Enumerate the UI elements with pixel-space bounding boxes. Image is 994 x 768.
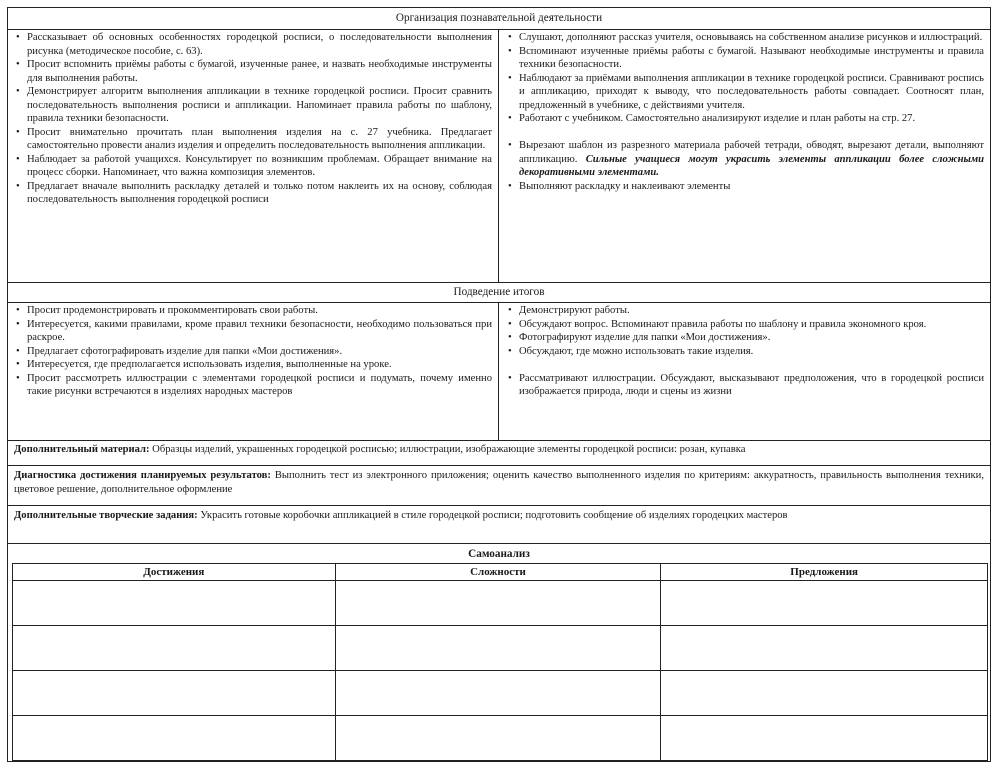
results-students-column xyxy=(506,304,984,399)
results-teacher-column xyxy=(14,304,492,399)
org-section-body xyxy=(8,29,990,283)
list-item: • Слушают, дополняют рассказ учителя, основываясь на собственном анализе рисунков и иллюстраций. xyxy=(506,31,984,45)
table-cell[interactable] xyxy=(335,716,661,761)
list-item: • Интересуется, какими правилами, кроме правил техники безопасности, необходимо пользоваться при раскрое. xyxy=(14,318,492,345)
table-cell[interactable] xyxy=(661,626,988,671)
list-item: • Рассматривают иллюстрации. Обсуждают, высказывают предположения, что в городецкой росписи изображается природа, люди и сцены из жизни xyxy=(506,372,984,399)
self-analysis-title: Самоанализ xyxy=(468,548,530,560)
org-section-title: Организация познавательной деятельности xyxy=(395,12,603,24)
list-item: • Рассказывает об основных особенностях городецкой росписи, о последовательности выполнения рисунка (методическое пособие, с. 63). xyxy=(14,31,492,58)
results-section-title: Подведение итогов xyxy=(453,286,545,298)
results-section-body xyxy=(8,302,990,441)
list-item-italic-note: Сильные учащиеся могут украсить элементы аппликации более сложными декоративными элементами. xyxy=(519,153,984,178)
list-item: • Фотографируют изделие для папки «Мои достижения». xyxy=(506,331,984,345)
table-row xyxy=(13,581,988,626)
org-teacher-column xyxy=(14,31,492,207)
diagnostics-label: Диагностика достижения планируемых результатов: xyxy=(14,470,271,481)
extra-material-row xyxy=(8,440,990,466)
results-section-header xyxy=(8,282,990,303)
list-item: • Работают с учебником. Самостоятельно анализируют изделие и план работы на стр. 27. xyxy=(506,112,984,126)
column-header: Предложения xyxy=(661,564,988,581)
table-cell[interactable] xyxy=(661,671,988,716)
list-item: • Выполняют раскладку и наклеивают элементы xyxy=(506,180,984,194)
table-row xyxy=(13,626,988,671)
list-item: • Обсуждают вопрос. Вспоминают правила работы по шаблону и правила экономного кроя. xyxy=(506,318,984,332)
table-row xyxy=(13,716,988,761)
list-item: • Вспоминают изученные приёмы работы с бумагой. Называют необходимые инструменты и правила техники безопасности. xyxy=(506,45,984,72)
list-item: • Демонстрирует алгоритм выполнения аппликации в технике городецкой росписи. Просит сравнить последовательность выполнения росписи и аппликации. Напоминает правила работы по шаблону, правила техники безопасности. xyxy=(14,85,492,126)
column-divider xyxy=(498,302,499,440)
self-analysis-table xyxy=(12,563,988,761)
table-cell[interactable] xyxy=(335,626,661,671)
list-item: • Предлагает сфотографировать изделие для папки «Мои достижения». xyxy=(14,345,492,359)
org-section-header xyxy=(8,8,990,30)
extra-material-label: Дополнительный материал: xyxy=(14,444,150,455)
list-item: • Просит вспомнить приёмы работы с бумагой, изученные ранее, и назвать необходимые инструменты для выполнения работы. xyxy=(14,58,492,85)
column-header: Достижения xyxy=(13,564,336,581)
table-cell[interactable] xyxy=(13,626,336,671)
table-cell[interactable] xyxy=(335,581,661,626)
list-item: • Обсуждают, где можно использовать такие изделия. xyxy=(506,345,984,359)
diagnostics-text: Выполнить тест из электронного приложения; оценить качество выполненного изделия по критериям: аккуратность, правильность выполнения техники, цветовое решение, дополнительное оформление xyxy=(14,470,984,495)
list-item: • Интересуется, где предполагается использовать изделия, выполненные на уроке. xyxy=(14,358,492,372)
list-item: • Демонстрируют работы. xyxy=(506,304,984,318)
creative-tasks-text: Украсить готовые коробочки аппликацией в стиле городецкой росписи; подготовить сообщение об изделиях городецких мастеров xyxy=(197,510,788,521)
creative-tasks-label: Дополнительные творческие задания: xyxy=(14,510,198,521)
table-header-row xyxy=(13,564,988,581)
table-row xyxy=(13,671,988,716)
lesson-plan-sheet xyxy=(7,7,991,762)
extra-material-text: Образцы изделий, украшенных городецкой росписью; иллюстрации, изображающие элементы городецкой росписи: розан, купавка xyxy=(149,444,746,455)
column-divider xyxy=(498,29,499,282)
list-item: • Наблюдает за работой учащихся. Консультирует по возникшим проблемам. Обращает внимание на процесс сборки. Напоминает, что важна композиция элементов. xyxy=(14,153,492,180)
column-header: Сложности xyxy=(335,564,661,581)
list-item: • Предлагает вначале выполнить раскладку деталей и только потом наклеить их на основу, соблюдая последовательность выполнения городецкой росписи xyxy=(14,180,492,207)
table-cell[interactable] xyxy=(335,671,661,716)
list-item: • Наблюдают за приёмами выполнения аппликации в технике городецкой росписи. Сравнивают роспись и аппликацию, приходят к выводу, что последовательность работы совпадает. Соотносят план, предложенный в учебнике, с действиями учителя. xyxy=(506,72,984,113)
creative-tasks-row xyxy=(8,506,990,544)
diagnostics-row xyxy=(8,466,990,506)
list-item: • Просит внимательно прочитать план выполнения изделия на с. 27 учебника. Предлагает самостоятельно провести анализ изделия и определить последовательность выполнения аппликации. xyxy=(14,126,492,153)
list-item-text: Вырезают шаблон из разрезного материала рабочей тетради, обводят, вырезают детали, выполняют аппликацию. xyxy=(519,140,984,165)
org-students-column xyxy=(506,31,984,193)
table-cell[interactable] xyxy=(13,671,336,716)
list-item: • Просит рассмотреть иллюстрации с элементами городецкой росписи и подумать, почему именно такие рисунки встречаются в изделиях народных мастеров xyxy=(14,372,492,399)
table-cell[interactable] xyxy=(13,716,336,761)
table-cell[interactable] xyxy=(661,581,988,626)
list-item: • Просит продемонстрировать и прокомментировать свои работы. xyxy=(14,304,492,318)
list-item xyxy=(506,139,984,180)
table-cell[interactable] xyxy=(661,716,988,761)
table-cell[interactable] xyxy=(13,581,336,626)
